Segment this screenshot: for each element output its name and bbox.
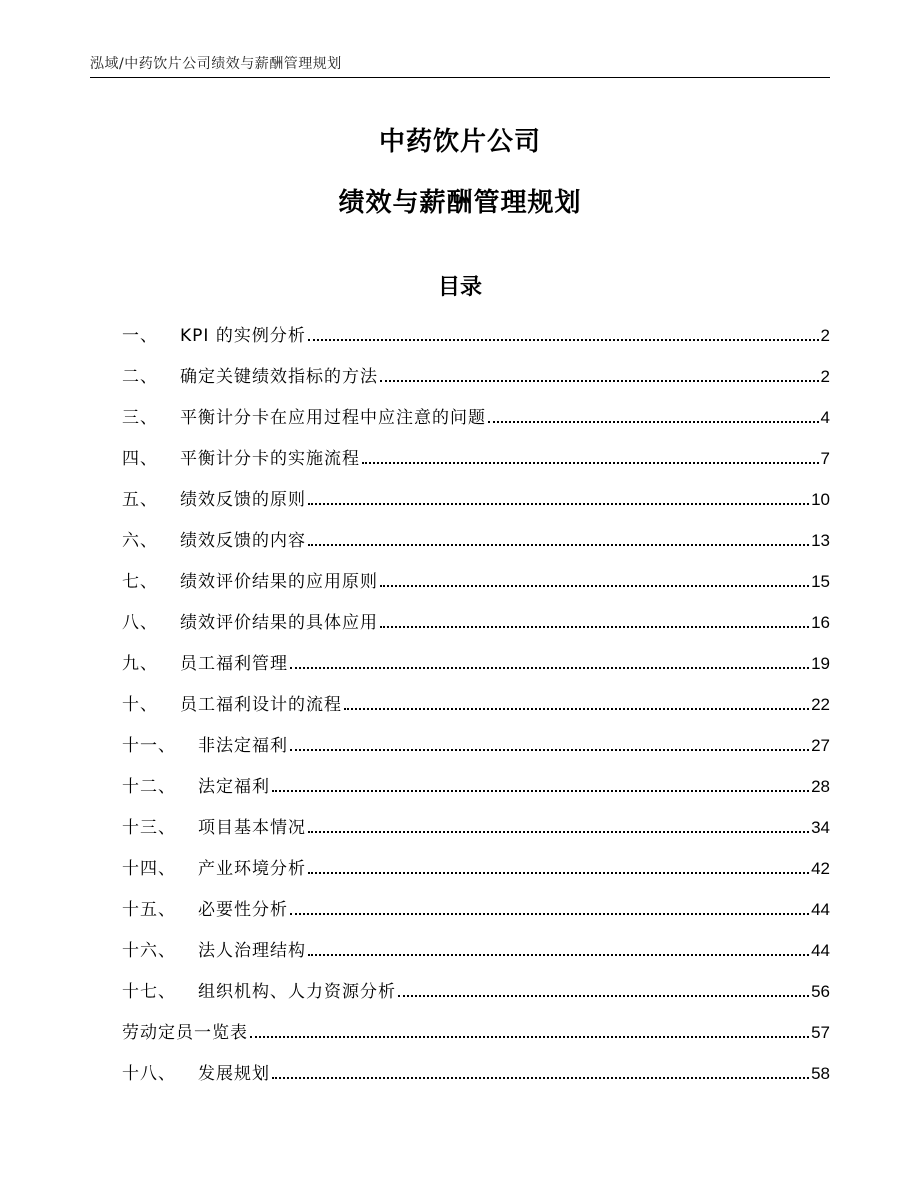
- toc-dot-leader: [290, 912, 809, 915]
- toc-entry[interactable]: [122, 365, 830, 406]
- toc-dot-leader: [308, 338, 819, 341]
- toc-entry-number: 六、: [122, 531, 158, 551]
- toc-entry[interactable]: [122, 816, 830, 857]
- toc-entry-label: 绩效评价结果的应用原则: [180, 572, 378, 592]
- toc-entry-page: 34: [811, 818, 830, 837]
- toc-entry[interactable]: [122, 447, 830, 488]
- toc-entry-page: 27: [811, 736, 830, 755]
- toc-entry[interactable]: [122, 1062, 830, 1103]
- toc-entry[interactable]: [122, 857, 830, 898]
- toc-entry-page: 42: [811, 859, 830, 878]
- toc-entry-number: 十八、: [122, 1064, 176, 1084]
- toc-entry-page: 44: [811, 941, 830, 960]
- toc-dot-leader: [308, 830, 809, 833]
- toc-entry-page: 4: [820, 408, 830, 427]
- toc-heading: 目录: [437, 275, 482, 300]
- toc-entry-number: 九、: [122, 654, 158, 674]
- toc-entry-number: 一、: [122, 326, 158, 346]
- toc-dot-leader: [380, 625, 809, 628]
- toc-entry-label: 平衡计分卡在应用过程中应注意的问题: [180, 408, 486, 428]
- toc-entry[interactable]: [122, 734, 830, 775]
- toc-dot-leader: [290, 748, 809, 751]
- toc-dot-leader: [344, 707, 809, 710]
- toc-entry-number: 十一、: [122, 736, 176, 756]
- toc-dot-leader: [380, 584, 809, 587]
- toc-entry-label: 发展规划: [198, 1064, 270, 1084]
- toc-entry[interactable]: [122, 324, 830, 365]
- table-of-contents: [122, 324, 830, 1103]
- toc-entry-number: 十、: [122, 695, 158, 715]
- toc-entry-label: 必要性分析: [198, 900, 288, 920]
- toc-entry-number: 七、: [122, 572, 158, 592]
- toc-dot-leader: [272, 1076, 809, 1079]
- toc-entry-label: 平衡计分卡的实施流程: [180, 449, 360, 469]
- toc-entry[interactable]: [122, 570, 830, 611]
- toc-entry-page: 2: [820, 326, 830, 345]
- toc-dot-leader: [308, 871, 809, 874]
- toc-entry-number: 三、: [122, 408, 158, 428]
- toc-entry-label: 员工福利管理: [180, 654, 288, 674]
- toc-entry[interactable]: [122, 898, 830, 939]
- toc-entry-number: 十七、: [122, 982, 176, 1002]
- toc-dot-leader: [308, 502, 809, 505]
- toc-entry-number: 十二、: [122, 777, 176, 797]
- toc-dot-leader: [308, 543, 809, 546]
- running-header: 泓域/中药饮片公司绩效与薪酬管理规划: [90, 56, 342, 72]
- toc-entry[interactable]: [122, 529, 830, 570]
- toc-entry-page: 22: [811, 695, 830, 714]
- toc-entry-number: 十四、: [122, 859, 176, 879]
- toc-entry-label: 法定福利: [198, 777, 270, 797]
- toc-entry-page: 44: [811, 900, 830, 919]
- toc-entry-number: 十六、: [122, 941, 176, 961]
- toc-dot-leader: [362, 461, 819, 464]
- toc-entry-label: 产业环境分析: [198, 859, 306, 879]
- toc-entry-page: 16: [811, 613, 830, 632]
- toc-entry-label: KPI 的实例分析: [180, 326, 306, 346]
- toc-dot-leader: [250, 1035, 809, 1038]
- toc-entry-label: 组织机构、人力资源分析: [198, 982, 396, 1002]
- toc-entry-label: 法人治理结构: [198, 941, 306, 961]
- toc-entry-label: 确定关键绩效指标的方法: [180, 367, 378, 387]
- toc-entry-label: 绩效评价结果的具体应用: [180, 613, 378, 633]
- toc-entry-page: 10: [811, 490, 830, 509]
- toc-entry-number: 八、: [122, 613, 158, 633]
- toc-entry-number: 二、: [122, 367, 158, 387]
- toc-dot-leader: [398, 994, 809, 997]
- toc-entry-label: 员工福利设计的流程: [180, 695, 342, 715]
- toc-entry[interactable]: [122, 611, 830, 652]
- toc-entry-label: 项目基本情况: [198, 818, 306, 838]
- document-subtitle: 绩效与薪酬管理规划: [338, 188, 582, 218]
- toc-entry-label: 劳动定员一览表: [122, 1023, 248, 1043]
- toc-entry-page: 7: [820, 449, 830, 468]
- toc-dot-leader: [380, 379, 819, 382]
- toc-entry[interactable]: [122, 1021, 830, 1062]
- toc-entry-label: 绩效反馈的内容: [180, 531, 306, 551]
- toc-entry-page: 58: [811, 1064, 830, 1083]
- toc-entry-page: 57: [811, 1023, 830, 1042]
- toc-dot-leader: [308, 953, 809, 956]
- toc-entry[interactable]: [122, 488, 830, 529]
- document-title: 中药饮片公司: [378, 127, 541, 157]
- toc-dot-leader: [488, 420, 819, 423]
- toc-entry-page: 28: [811, 777, 830, 796]
- toc-entry-number: 五、: [122, 490, 158, 510]
- toc-entry-number: 十五、: [122, 900, 176, 920]
- toc-entry-page: 13: [811, 531, 830, 550]
- toc-dot-leader: [272, 789, 809, 792]
- toc-entry[interactable]: [122, 775, 830, 816]
- toc-entry-label: 绩效反馈的原则: [180, 490, 306, 510]
- toc-entry-page: 2: [820, 367, 830, 386]
- toc-entry-page: 15: [811, 572, 830, 591]
- toc-dot-leader: [290, 666, 809, 669]
- toc-entry-number: 十三、: [122, 818, 176, 838]
- toc-entry[interactable]: [122, 693, 830, 734]
- toc-entry-number: 四、: [122, 449, 158, 469]
- toc-entry[interactable]: [122, 406, 830, 447]
- toc-entry[interactable]: [122, 939, 830, 980]
- toc-entry-page: 56: [811, 982, 830, 1001]
- toc-entry[interactable]: [122, 652, 830, 693]
- toc-entry[interactable]: [122, 980, 830, 1021]
- toc-entry-label: 非法定福利: [198, 736, 288, 756]
- header-divider: [90, 77, 830, 78]
- toc-entry-page: 19: [811, 654, 830, 673]
